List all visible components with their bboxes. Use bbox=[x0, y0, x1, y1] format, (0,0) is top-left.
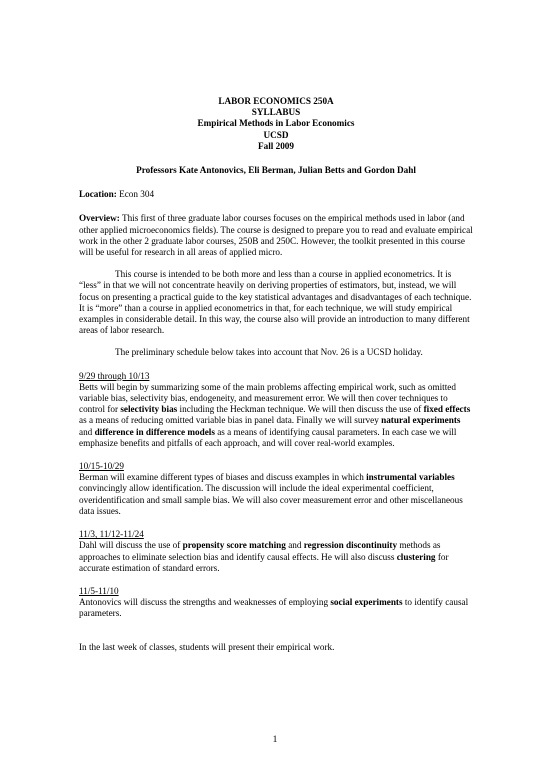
schedule-section-berman bbox=[79, 461, 473, 517]
section-text: for accurate estimation of standard errors. bbox=[79, 551, 449, 573]
section-text: Berman will examine different types of biases and discuss examples in which bbox=[79, 472, 367, 483]
key-term: fixed effects bbox=[423, 404, 471, 415]
overview-paragraph bbox=[79, 213, 473, 258]
section-body bbox=[79, 472, 473, 517]
key-term: regression discontinuity bbox=[303, 540, 398, 551]
section-text: Dahl will discuss the use of bbox=[79, 540, 183, 551]
document-header bbox=[79, 96, 473, 152]
section-text: to identify causal parameters. bbox=[79, 597, 469, 619]
course-name: Empirical Methods in Labor Economics bbox=[197, 118, 355, 129]
key-term: instrumental variables bbox=[366, 472, 455, 483]
location-label: Location: bbox=[79, 189, 117, 200]
schedule-section-betts bbox=[79, 371, 473, 449]
key-term: difference in difference models bbox=[94, 426, 215, 437]
intro-paragraph: This course is intended to be both more and less than a course in applied econometrics. It is “less” in that we will not concentrate heavily on deriving properties of estimators, but, instead, we will focus on presenting a practical guide to the key statistical advantages and disadvantages of each technique. It is “more” than a course in applied econometrics in that, for each technique, we will study empirical examples in considerable detail. In this way, the course also will provide an introduction to many different areas of labor research. bbox=[79, 269, 472, 336]
section-text: and bbox=[79, 426, 95, 437]
key-term: propensity score matching bbox=[182, 540, 286, 551]
section-body bbox=[79, 382, 473, 449]
page-number: 1 bbox=[272, 735, 278, 745]
section-body bbox=[79, 597, 473, 619]
section-text: Antonovics will discuss the strengths and weaknesses of employing bbox=[79, 597, 331, 608]
key-term: natural experiments bbox=[381, 415, 461, 426]
overview-text: This first of three graduate labor courses focuses on the empirical methods used in labor (and other applied microeconomics fields). The course is designed to prepare you to read and evaluate empirical work in the other 2 graduate labor courses, 250B and 250C. However, the toolkit presented in this course will be useful for research in all areas of applied micro. bbox=[79, 213, 473, 258]
section-text: as a means of reducing omitted variable bias in panel data. Finally we will survey bbox=[79, 415, 382, 426]
key-term: social experiments bbox=[330, 597, 403, 608]
schedule-section-antonovics bbox=[79, 586, 473, 620]
section-dates: 10/15-10/29 bbox=[79, 461, 124, 472]
location-paragraph bbox=[79, 189, 473, 200]
term: Fall 2009 bbox=[258, 140, 294, 151]
section-text: and bbox=[285, 540, 304, 551]
closing-paragraph: In the last week of classes, students will present their empirical work. bbox=[79, 641, 335, 652]
section-dates: 9/29 through 10/13 bbox=[79, 370, 150, 381]
key-term: selectivity bias bbox=[120, 404, 178, 415]
schedule-note: The preliminary schedule below takes into account that Nov. 26 is a UCSD holiday. bbox=[115, 347, 423, 358]
section-text: as a means of identifying causal parameters. In each case we will emphasize benefits and pitfalls of each approach, and will cover real-world examples. bbox=[79, 426, 457, 448]
syllabus-page bbox=[79, 96, 473, 653]
section-text: Betts will begin by summarizing some of the main problems affecting empirical work, such as omitted variable bias, selectivity bias, endogeneity, and measurement error. We will then cover techniques to control for bbox=[79, 381, 456, 415]
location-value: Econ 304 bbox=[116, 189, 155, 200]
course-title: LABOR ECONOMICS 250A bbox=[218, 96, 334, 106]
section-dates: 11/3, 11/12-11/24 bbox=[79, 529, 144, 540]
document-type: SYLLABUS bbox=[251, 107, 301, 118]
key-term: clustering bbox=[396, 551, 436, 562]
section-text: including the Heckman technique. We will then discuss the use of bbox=[177, 404, 424, 415]
section-dates: 11/5-11/10 bbox=[79, 585, 119, 596]
section-text: methods as approaches to eliminate selection bias and identify causal effects. He will also discuss bbox=[79, 540, 441, 562]
section-body bbox=[79, 540, 473, 574]
section-text: convincingly allow identification. The discussion will include the ideal experimental coefficient, overidentification and small sample bias. We will also cover measurement error and other miscellaneous data issues. bbox=[79, 483, 463, 516]
schedule-section-dahl bbox=[79, 529, 473, 574]
professors-line: Professors Kate Antonovics, Eli Berman, Julian Betts and Gordon Dahl bbox=[136, 165, 416, 176]
overview-label: Overview: bbox=[79, 213, 120, 224]
school-name: UCSD bbox=[263, 129, 289, 140]
